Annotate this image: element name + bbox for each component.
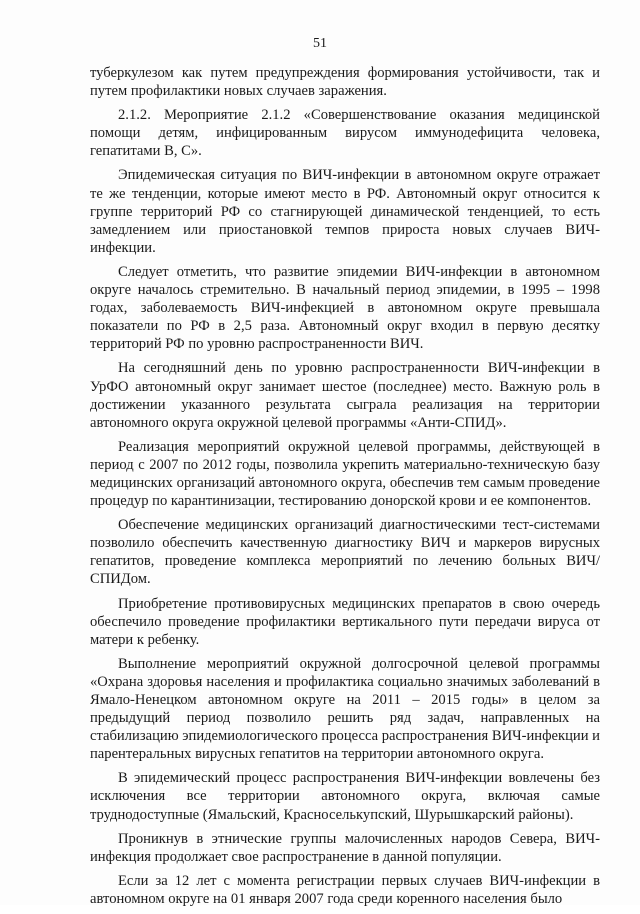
paragraph: Проникнув в этнические группы малочисленных народов Севера, ВИЧ-инфекция продолжает свое распространение в данной популяции. (90, 830, 600, 865)
page-number: 51 (313, 36, 327, 51)
section-heading-2-1-2: 2.1.2. Мероприятие 2.1.2 «Совершенствование оказания медицинской помощи детям, инфицированным вирусом иммунодефицита человека, гепатитами B, C». (90, 107, 600, 160)
paragraph: Эпидемическая ситуация по ВИЧ-инфекции в автономном округе отражает те же тенденции, которые имеют место в РФ. Автономный округ относится к группе территорий РФ со стагнирующей динамической тенденцией, то есть замедлением или приостановкой темпов прироста новых случаев ВИЧ-инфекции. (90, 167, 600, 256)
paragraph: Выполнение мероприятий окружной долгосрочной целевой программы «Охрана здоровья населения и профилактика социально значимых заболеваний в Ямало-Ненецком автономном округе на 2011 – 2015 годы» в целом за предыдущий период позволило решить ряд задач, направленных на стабилизацию эпидемиологического процесса распространения ВИЧ-инфекции и парентеральных вирусных гепатитов на территории автономного округа. (90, 655, 600, 763)
paragraph: Если за 12 лет с момента регистрации первых случаев ВИЧ-инфекции в автономном округе на 01 января 2007 года среди коренного населения было (90, 872, 600, 907)
paragraph: В эпидемический процесс распространения ВИЧ-инфекции вовлечены без исключения все территории автономного округа, включая самые труднодоступные (Ямальский, Красноселькупский, Шурышкарский районы). (90, 770, 600, 823)
paragraph: туберкулезом как путем предупреждения формирования устойчивости, так и путем профилактики новых случаев заражения. (90, 65, 600, 100)
paragraph: Следует отметить, что развитие эпидемии ВИЧ-инфекции в автономном округе началось стремительно. В начальный период эпидемии, в 1995 – 1998 годах, заболеваемость ВИЧ-инфекцией в автономном округе превышала показатели по РФ в 2,5 раза. Автономный округ входил в первую десятку территорий РФ по уровню распространенности ВИЧ. (90, 263, 600, 353)
paragraph: Приобретение противовирусных медицинских препаратов в свою очередь обеспечило проведение профилактики вертикального пути передачи вируса от матери к ребенку. (90, 595, 600, 648)
body-text (90, 64, 600, 914)
paragraph: Обеспечение медицинских организаций диагностическими тест-системами позволило обеспечить качественную диагностику ВИЧ и маркеров вирусных гепатитов, проведение комплекса мероприятий по лечению больных ВИЧ/СПИДом. (90, 517, 600, 588)
paragraph: На сегодняшний день по уровню распространенности ВИЧ-инфекции в УрФО автономный округ занимает шестое (последнее) место. Важную роль в достижении указанного результата сыграла реализация на территории автономного округа окружной целевой программы «Анти-СПИД». (90, 360, 600, 431)
paragraph: Реализация мероприятий окружной целевой программы, действующей в период с 2007 по 2012 годы, позволила укрепить материально-техническую базу медицинских организаций автономного округа, обеспечив тем самым проведение процедур по карантинизации, тестированию донорской крови и ее компонентов. (90, 438, 600, 510)
